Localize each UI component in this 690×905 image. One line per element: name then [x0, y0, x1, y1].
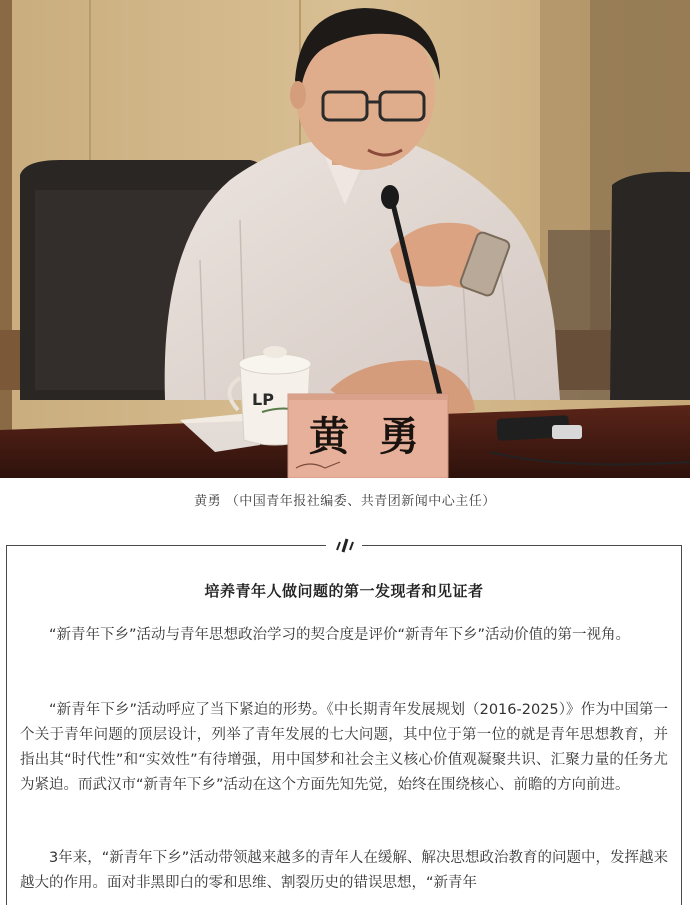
cup-logo: LP — [252, 390, 274, 409]
slash-divider-icon — [326, 536, 362, 554]
paragraph-2: “新青年下乡”活动呼应了当下紧迫的形势。《中长期青年发展规划（2016-2025）》作为中国第一个关于青年问题的顶层设计，列举了青年发展的七大问题，其中位于第一位的就是青年思想教育，并指出其“时代性”和“实效性”有待增强，用中国梦和社会主义核心价值观凝聚共识、汇聚力量的任务尤为紧迫。而武汉市“新青年下乡”活动在这个方面先知先觉，始终在围绕核心、前瞻的方向前进。 — [20, 702, 668, 793]
paragraph-3: 3年来，“新青年下乡”活动带领越来越多的青年人在缓解、解决思想政治教育的问题中，发挥越来越大的作用。面对非黑即白的零和思维、割裂历史的错误思想，“新青年 — [20, 850, 668, 891]
article-heading: 培养青年人做问题的第一发现者和见证者 — [204, 582, 484, 600]
paragraph-1: “新青年下乡”活动与青年思想政治学习的契合度是评价“新青年下乡”活动价值的第一视角。 — [49, 627, 631, 643]
nameplate: 黄 勇 — [309, 412, 427, 460]
photo-caption: 黄勇 （中国青年报社编委、共青团新闻中心主任） — [194, 494, 496, 509]
